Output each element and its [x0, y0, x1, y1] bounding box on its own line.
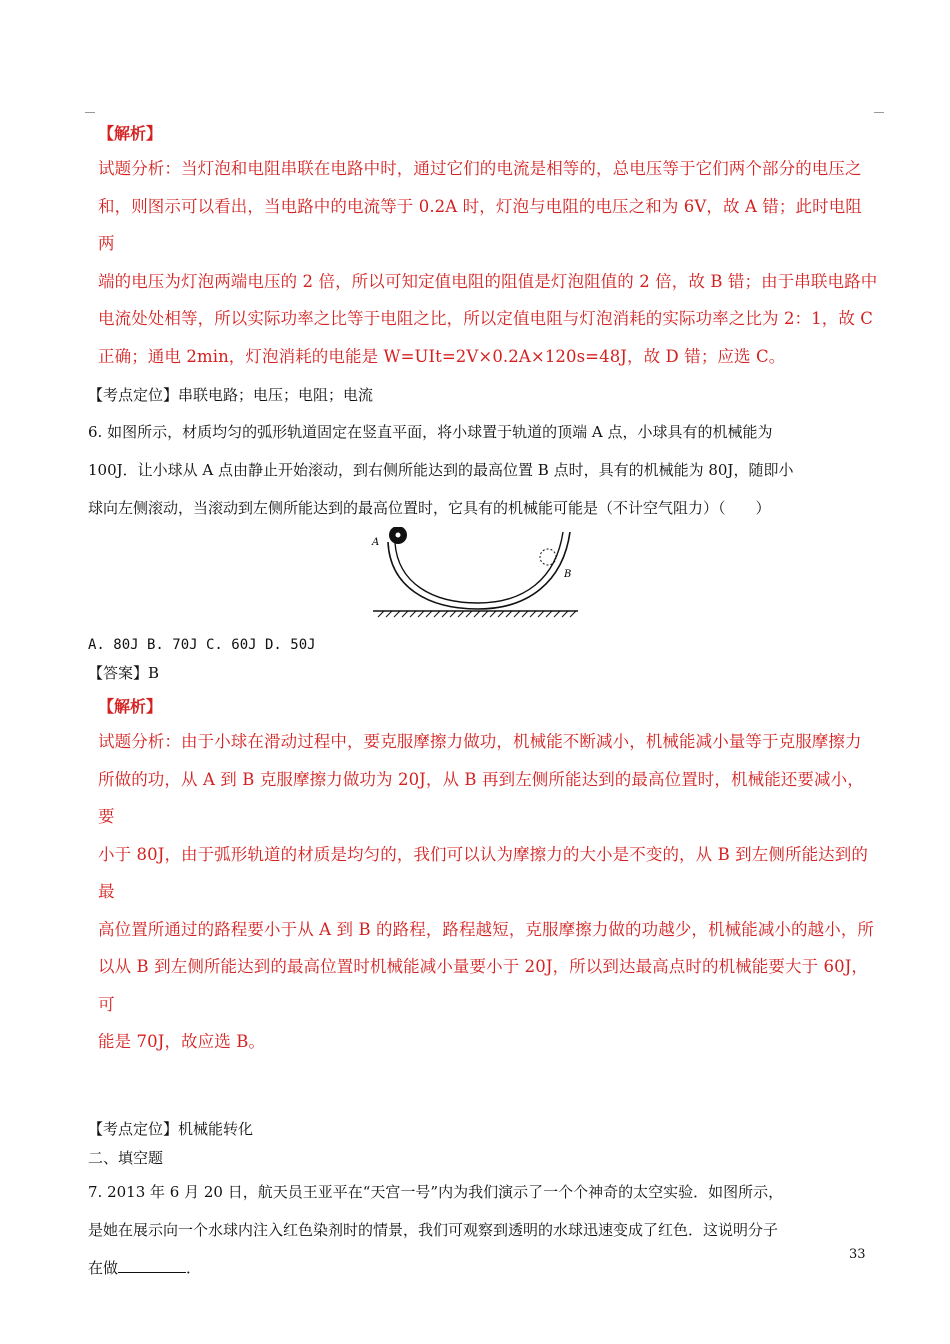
analysis-line: 所做的功，从 A 到 B 克服摩擦力做功为 20J，从 B 再到左侧所能达到的最高位置时，机械能还要减小，要 — [98, 769, 864, 826]
label-a: A — [372, 537, 380, 548]
gap — [88, 1061, 878, 1115]
question-line: 球向左侧滚动，当滚动到左侧所能达到的最高位置时，它具有的机械能可能是（不计空气阻力）（ ） — [88, 499, 771, 517]
question-line-last — [88, 1249, 878, 1287]
kaodian-label: 【考点定位】串联电路；电压；电阻；电流 — [88, 386, 374, 404]
question-line: 100J．让小球从 A 点由静止开始滚动，到右侧所能达到的最高位置 B 点时，具有的机械能为 80J，随即小 — [88, 461, 794, 479]
analysis-line: 小于 80J，由于弧形轨道的材质是均匀的，我们可以认为摩擦力的大小是不变的，从 B 到左侧所能达到的最 — [98, 844, 868, 901]
analysis-line: 电流处处相等，所以实际功率之比等于电阻之比，所以定值电阻与灯泡消耗的实际功率之比为 2：1，故 C — [98, 309, 874, 328]
analysis-body-1 — [88, 150, 878, 375]
corner-mark-right — [874, 112, 884, 113]
analysis-heading: 【解析】 — [98, 124, 163, 143]
label-b: B — [564, 569, 572, 580]
corner-mark-left — [85, 112, 95, 113]
answer-choices: A. 80J B. 70J C. 60J D. 50J — [88, 637, 316, 653]
question-line: 7. 2013 年 6 月 20 日，航天员王亚平在“天宫一号”内为我们演示了一个个神奇的太空实验．如图所示， — [88, 1182, 784, 1201]
page-number: 33 — [849, 1247, 866, 1262]
analysis-line: 正确；通电 2min，灯泡消耗的电能是 W=UIt=2V×0.2A×120s=48J，故 D 错；应选 C。 — [98, 346, 786, 366]
question-prefix: 在做 — [88, 1258, 119, 1277]
section-heading: 二、填空题 — [88, 1148, 164, 1167]
analysis-line: 和，则图示可以看出，当电路中的电流等于 0.2A 时，灯泡与电阻的电压之和为 6V，故 A 错；此时电阻两 — [98, 196, 862, 253]
track-diagram — [368, 527, 598, 631]
analysis-line: 试题分析：当灯泡和电阻串联在电路中时，通过它们的电流是相等的，总电压等于它们两个部分的电压之 — [98, 159, 862, 178]
ball-a-highlight — [396, 533, 401, 538]
question-suffix: ． — [186, 1258, 202, 1277]
document-page — [88, 118, 878, 1287]
analysis-body-2 — [88, 723, 878, 1061]
track-outer — [388, 532, 570, 609]
analysis-line: 高位置所通过的路程要小于从 A 到 B 的路程，路程越短，克服摩擦力做的功越少，机械能减小的越小，所 — [98, 919, 875, 939]
question-line: 6. 如图所示，材质均匀的弧形轨道固定在竖直平面，将小球置于轨道的顶端 A 点，小球具有的机械能为 — [88, 423, 773, 441]
analysis-line: 端的电压为灯泡两端电压的 2 倍，所以可知定值电阻的阻值是灯泡阻值的 2 倍，故 B 错；由于串联电路中 — [98, 271, 878, 291]
fill-in-blank[interactable] — [118, 1258, 186, 1273]
ground-hatch — [378, 611, 576, 617]
analysis-line: 能是 70J，故应选 B。 — [98, 1032, 266, 1051]
analysis-heading: 【解析】 — [98, 697, 163, 716]
track-inner — [395, 532, 563, 603]
analysis-line: 以从 B 到左侧所能达到的最高位置时机械能减小量要小于 20J，所以到达最高点时的机械能要大于 60J，可 — [98, 957, 869, 1014]
kaodian-label: 【考点定位】机械能转化 — [88, 1119, 254, 1138]
answer-label: 【答案】B — [88, 664, 160, 682]
track-figure — [88, 527, 878, 631]
question-line: 是她在展示向一个水球内注入红色染剂时的情景，我们可观察到透明的水球迅速变成了红色．这说明分子 — [88, 1220, 779, 1239]
analysis-line: 试题分析：由于小球在滑动过程中，要克服摩擦力做功，机械能不断减小，机械能减小量等于克服摩擦力 — [98, 732, 862, 751]
question-7 — [88, 1173, 878, 1287]
question-6 — [88, 413, 878, 687]
